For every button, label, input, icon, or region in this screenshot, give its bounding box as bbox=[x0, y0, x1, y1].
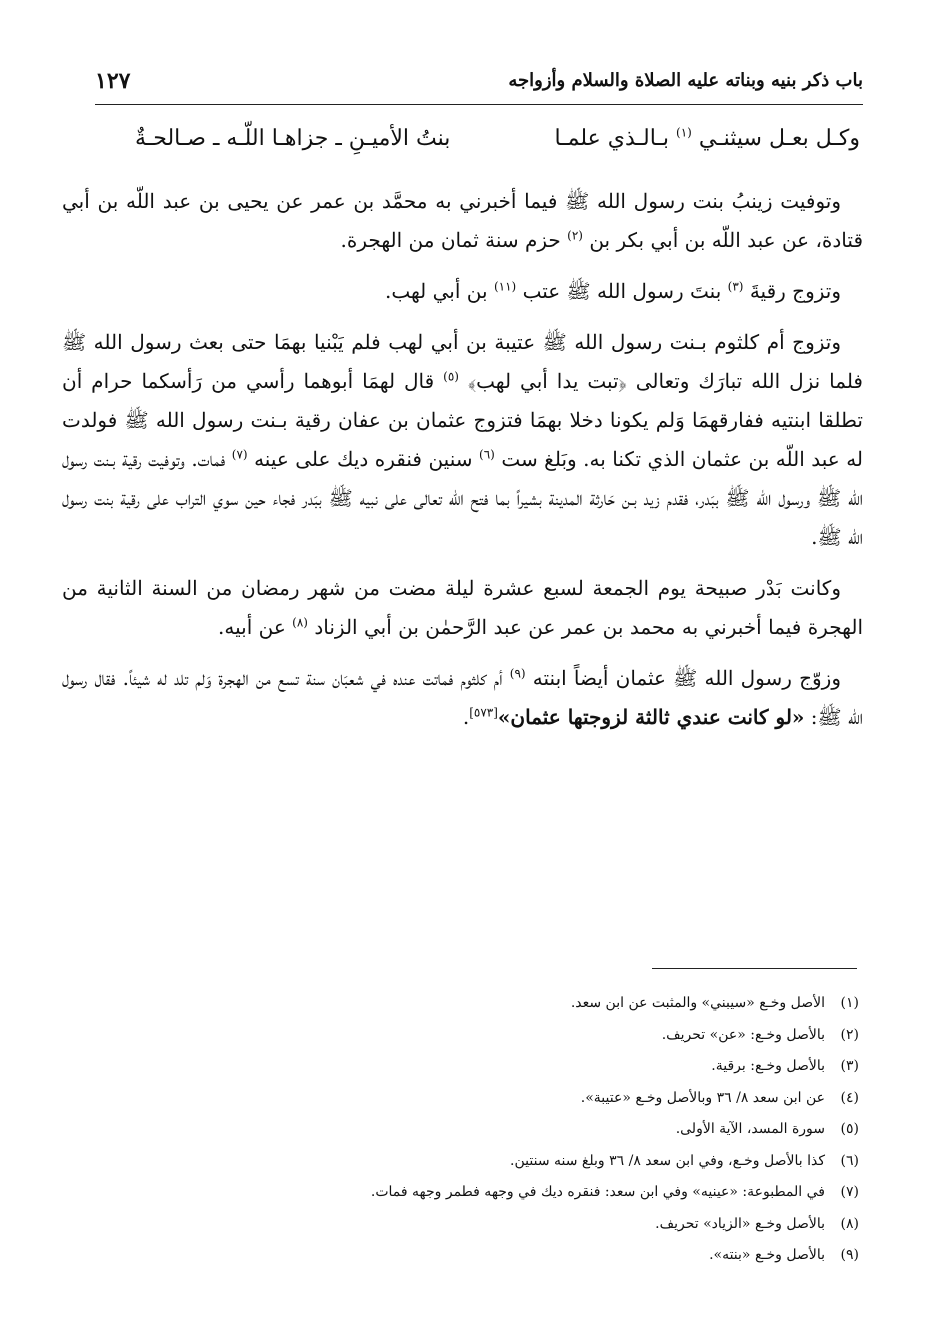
footnote bbox=[200, 1083, 859, 1115]
footnote-number: (٧) bbox=[840, 1184, 859, 1200]
text-run: أم كلثوم فماتت عنده في شعبَان سنة تسع من الهجرة وَلم تلد له شيئاً. فقال رسول الله ﷺ: bbox=[62, 666, 863, 729]
footnote-text: بالأصل وخـع «بنته». bbox=[709, 1247, 825, 1263]
footnote-text: الأصل وخـع «سيبني» والمثبت عن ابن سعد. bbox=[570, 995, 825, 1011]
footnote-number: (١) bbox=[840, 995, 859, 1011]
footnote-marker: (٩) bbox=[509, 666, 526, 681]
footnote-text: عن ابن سعد ٨/ ٣٦ وبالأصل وخـع «عتيبة». bbox=[580, 1089, 825, 1106]
verse-first-hemistich bbox=[555, 126, 860, 166]
footnote-number: (٥) bbox=[840, 1121, 859, 1137]
text-run: بنتَ رسول الله ﷺ عتب bbox=[522, 279, 722, 303]
running-head: باب ذكر بنيه وبناته عليه الصلاة والسلام وأزواجه bbox=[508, 70, 863, 91]
paragraph bbox=[62, 569, 863, 647]
paragraph bbox=[62, 323, 863, 557]
footnote-marker: (٥) bbox=[443, 369, 459, 384]
footnote-text: بالأصل وخـع: «عن» تحريف. bbox=[661, 1026, 825, 1043]
footnote-marker: (٦) bbox=[479, 447, 495, 462]
footnote bbox=[200, 1020, 859, 1052]
footnote-text: كذا بالأصل وخـع، وفي ابن سعد ٨/ ٣٦ وبلغ سنه سنتين. bbox=[510, 1152, 825, 1169]
footnote-marker: (٧) bbox=[231, 447, 248, 462]
footnote-text: في المطبوعة: «عينيه» وفي ابن سعد: فنقره ديك في وجهه فطمر وجهه فمات. bbox=[370, 1184, 825, 1200]
footnote bbox=[200, 1240, 859, 1272]
footnote-marker: (١١) bbox=[493, 279, 517, 294]
footnote bbox=[200, 1146, 859, 1178]
footnote-text: سورة المسد، الآية الأولى. bbox=[675, 1121, 825, 1137]
paragraph bbox=[62, 272, 863, 311]
text-run: وتزوج أم كلثوم بـنت رسول الله ﷺ عتيبة بن أبي لهب فلم يَبْنيا بهمَا حتى بعث رسول الله ﷺ فلما نزل الله تبارَك وتعالى ﴿تبت يدا أبي لهب﴾ bbox=[62, 330, 863, 393]
page-header bbox=[95, 64, 863, 105]
text-run: وكانت بَدْر صبيحة يوم الجمعة لسبع عشرة ليلة مضت من شهر رمضان من السنة الثانية من الهجرة فيما أخبرني به محمد بن عمر عن عبد الرَّحمٰن بن أبي الزناد bbox=[62, 576, 863, 639]
text-run: فمات. وتوفيت رقية بـنت رسول الله ﷺ ورسول الله ﷺ ببَدر، فقدم زيد بـن حَارثة المدينة بشيراً بما فتح الله تعالى على نبيه ﷺ ببَدر فجاء حين سوي التراب على رقية بنت رسول الله ﷺ. bbox=[62, 447, 863, 549]
text-run: وتوفيت زينبُ بنت رسول الله ﷺ فيما أخبرني به محمَّد بن عمر عن يحيى بن عبد اللّه بن أبي قتادة، عن عبد اللّه بن أبي بكر بن bbox=[62, 189, 863, 252]
footnote bbox=[200, 988, 859, 1020]
footnote bbox=[200, 1051, 859, 1083]
footnote bbox=[200, 1114, 859, 1146]
footnote-marker: (٣) bbox=[727, 279, 744, 294]
paragraph bbox=[62, 182, 863, 260]
footnote bbox=[200, 1209, 859, 1241]
footnote-text: بالأصل وخـع «الزياد» تحريف. bbox=[655, 1215, 825, 1232]
paragraph bbox=[62, 659, 863, 737]
footnote-marker: (٨) bbox=[292, 615, 308, 630]
footnote-number: (٩) bbox=[840, 1247, 859, 1263]
footnotes bbox=[200, 988, 859, 1272]
text-run: سنين فنقره ديك على عينه bbox=[254, 447, 473, 471]
footnote-marker: (١) bbox=[676, 125, 692, 140]
footnote-number: (٢) bbox=[840, 1026, 859, 1043]
text-run: عن أبيه. bbox=[218, 615, 286, 639]
footnote-marker: (٢) bbox=[567, 228, 583, 243]
footnote-text: بالأصل وخـع: برقية. bbox=[711, 1058, 825, 1074]
main-text bbox=[62, 182, 863, 749]
text-run: حزم سنة ثمان من الهجرة. bbox=[340, 228, 561, 252]
footnote-number: (٣) bbox=[840, 1058, 859, 1074]
poetry-verse bbox=[135, 126, 860, 166]
page-number: ١٢٧ bbox=[95, 68, 131, 94]
source-reference: [٥٧٣] bbox=[469, 705, 498, 720]
hadith-quote: «لو كانت عندي ثالثة لزوجتها عثمان» bbox=[497, 705, 805, 729]
footnote-number: (٨) bbox=[840, 1215, 859, 1232]
text-run: . bbox=[462, 705, 470, 729]
footnote-number: (٤) bbox=[840, 1089, 859, 1106]
text-run: وزوّج رسول الله ﷺ عثمان أيضاً ابنته bbox=[532, 666, 841, 690]
footnote-separator bbox=[652, 968, 857, 969]
text-run: وتزوج رقيةَ bbox=[749, 279, 841, 303]
verse-text: بـالـذي علمـا bbox=[554, 126, 669, 151]
text-run: قال لهمَا أبوهما رأسي من رَأسكما حرام أن تطلقا ابنتيه ففارقهمَا وَلم يكونا دخلا بهمَا فتزوج عثمان بن عفان رقية بـنت رسول الله ﷺ فولدت له عبد اللّه بن عثمان الذي تكنا به. وبَلغ ست bbox=[62, 369, 864, 471]
footnote-number: (٦) bbox=[840, 1152, 859, 1169]
text-run: بن أبي لهب. bbox=[384, 279, 488, 303]
verse-text: وكـل بعـل سيثنـي bbox=[698, 126, 860, 151]
verse-second-hemistich: بنتُ الأميـنِ ـ جزاهـا اللّـه ـ صـالحـةٌ bbox=[135, 126, 451, 151]
footnote bbox=[200, 1177, 859, 1209]
